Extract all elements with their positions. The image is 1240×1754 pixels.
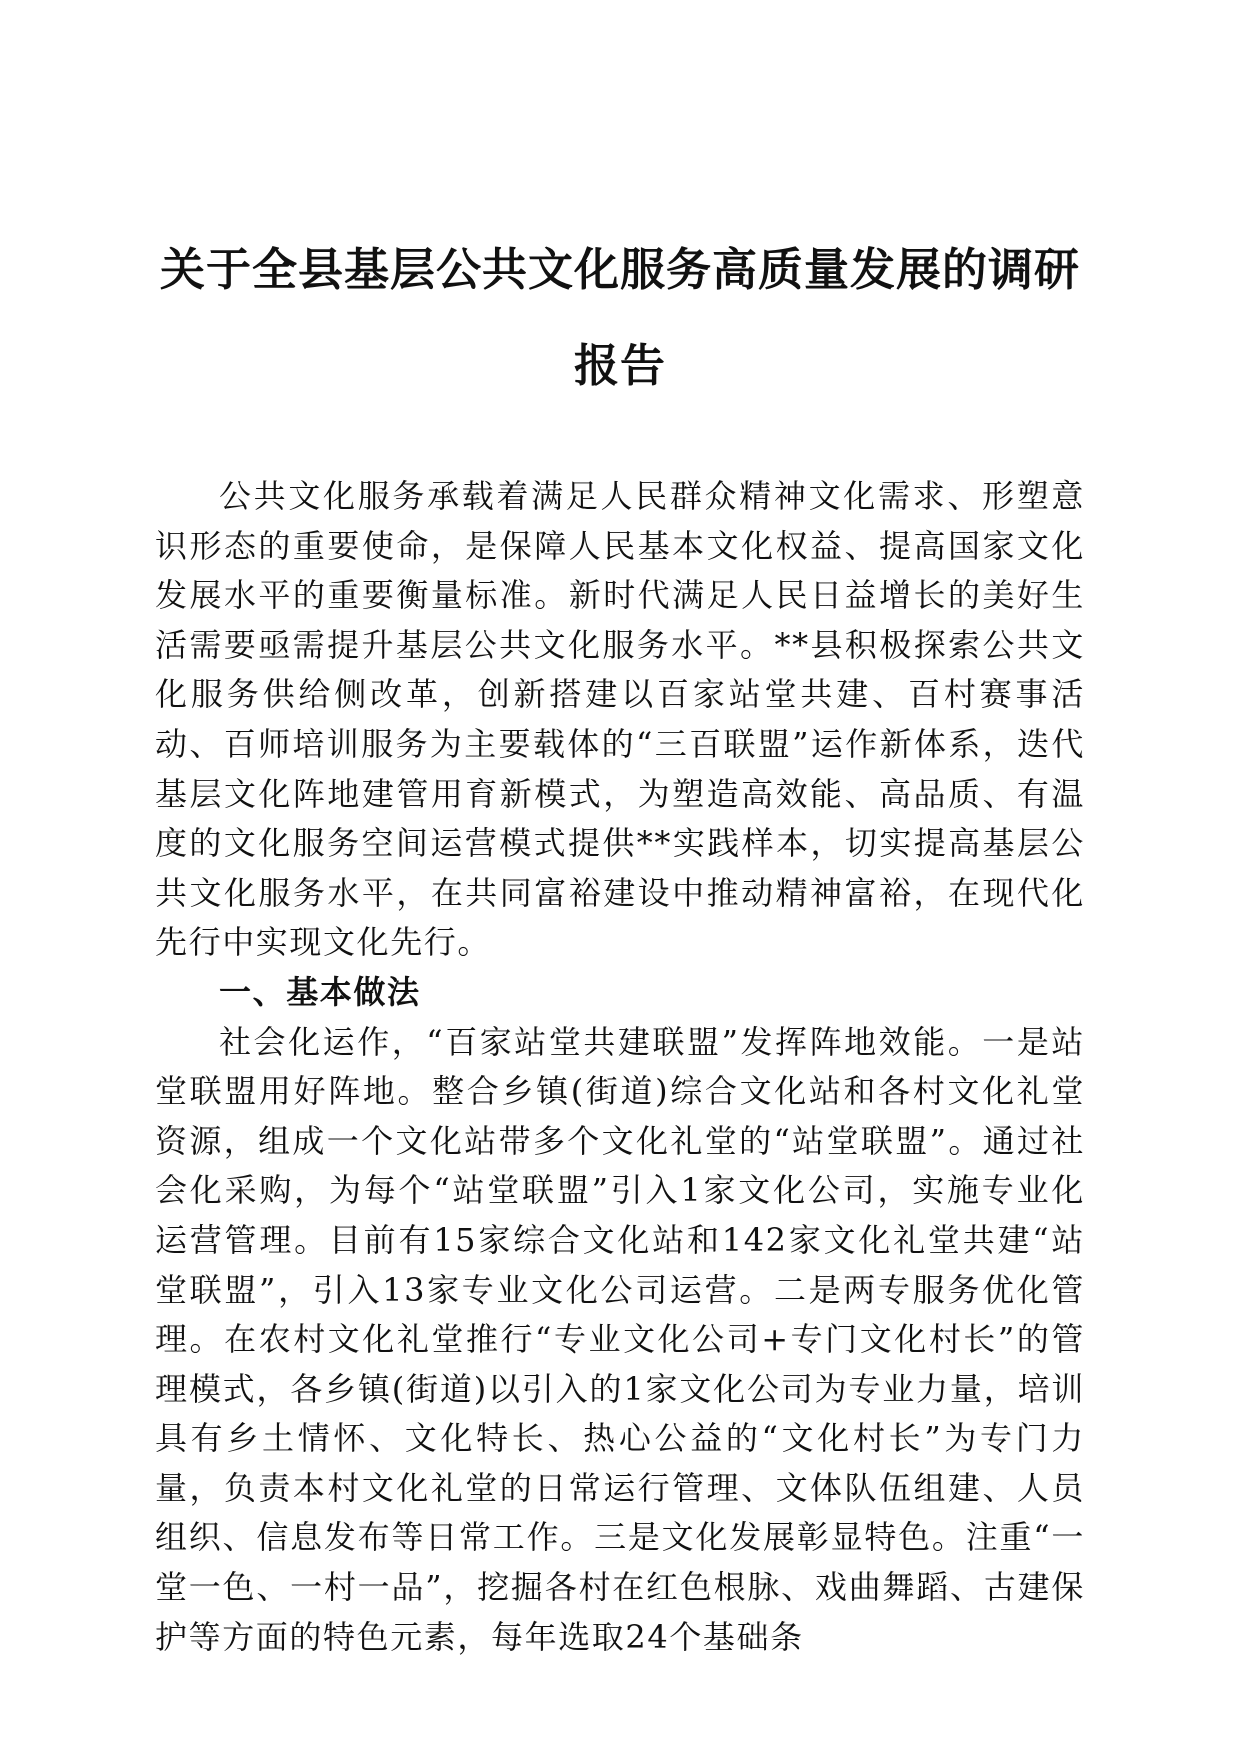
document-title: 关于全县基层公共文化服务高质量发展的调研报告 [159, 243, 1080, 392]
document-body [155, 472, 1085, 1662]
section-heading: 一、基本做法 [219, 972, 421, 1011]
intro-paragraph: 公共文化服务承载着满足人民群众精神文化需求、形塑意识形态的重要使命，是保障人民基本文化权益、提高国家文化发展水平的重要衡量标准。新时代满足人民日益增长的美好生活需要亟需提升基层公共文化服务水平。**县积极探索公共文化服务供给侧改革，创新搭建以百家站堂共建、百村赛事活动、百师培训服务为主要载体的“三百联盟”运作新体系，迭代基层文化阵地建管用育新模式，为塑造高效能、高品质、有温度的文化服务空间运营模式提供**实践样本，切实提高基层公共文化服务水平，在共同富裕建设中推动精神富裕，在现代化先行中实现文化先行。 [155, 477, 1085, 962]
section-paragraph: 社会化运作，“百家站堂共建联盟”发挥阵地效能。一是站堂联盟用好阵地。整合乡镇(街道)综合文化站和各村文化礼堂资源，组成一个文化站带多个文化礼堂的“站堂联盟”。通过社会化采购，为每个“站堂联盟”引入1家文化公司，实施专业化运营管理。目前有15家综合文化站和142家文化礼堂共建“站堂联盟”，引入13家专业文化公司运营。二是两专服务优化管理。在农村文化礼堂推行“专业文化公司+专门文化村长”的管理模式，各乡镇(街道)以引入的1家文化公司为专业力量，培训具有乡土情怀、文化特长、热心公益的“文化村长”为专门力量，负责本村文化礼堂的日常运行管理、文体队伍组建、人员组织、信息发布等日常工作。三是文化发展彰显特色。注重“一堂一色、一村一品”，挖掘各村在红色根脉、戏曲舞蹈、古建保护等方面的特色元素，每年选取24个基础条 [155, 1022, 1085, 1656]
